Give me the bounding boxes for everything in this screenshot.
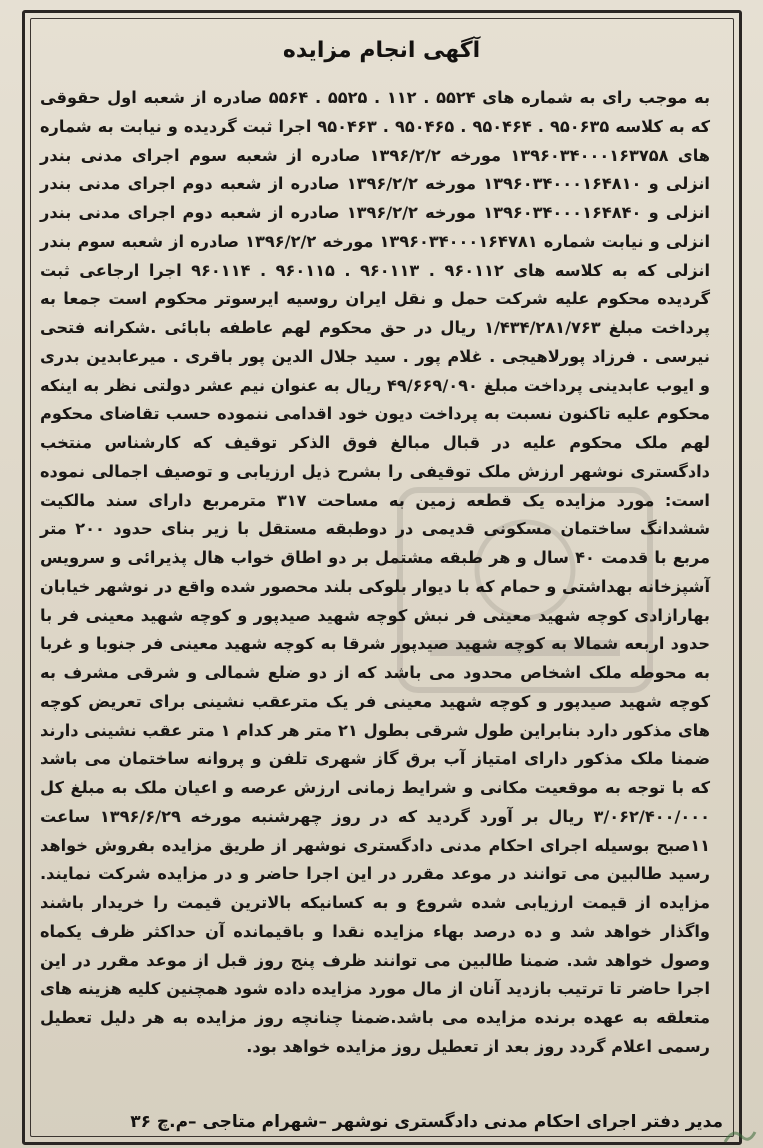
- notice-body: به موجب رای به شماره های ۵۵۲۴ . ۱۱۲ . ۵۵۲۵ . ۵۵۶۴ صادره از شعبه اول حقوقی که به کلاسه ۹۵۰۶۳۵ . ۹۵۰۴۶۴ . ۹۵۰۴۶۵ . ۹۵۰۴۶۳ اجرا ثبت گردیده و نیابت به شماره های ۱۳۹۶۰۳۴۰۰۰۱۶۳۷۵۸ مورخه ۱۳۹۶/۲/۲ صادره از شعبه سوم اجرای مدنی بندر انزلی و ۱۳۹۶۰۳۴۰۰۰۱۶۴۸۱۰ مورخه ۱۳۹۶/۲/۲ صادره از شعبه دوم اجرای مدنی بندر انزلی و ۱۳۹۶۰۳۴۰۰۰۱۶۴۸۴۰ مورخه ۱۳۹۶/۲/۲ صادره از شعبه دوم اجرای مدنی بندر انزلی و نیابت شماره ۱۳۹۶۰۳۴۰۰۰۱۶۴۷۸۱ مورخه ۱۳۹۶/۲/۲ صادره از شعبه سوم بندر انزلی که به کلاسه های ۹۶۰۱۱۲ . ۹۶۰۱۱۳ . ۹۶۰۱۱۵ . ۹۶۰۱۱۴ اجرا ارجاعی ثبت گردیده محکوم علیه شرکت حمل و نقل ایران روسیه ایرسوتر محکوم است جمعا به پرداخت مبلغ ۱/۴۳۴/۲۸۱/۷۶۳ ریال در حق محکوم لهم عاطفه بابائی .شکرانه فتحی نیرسی . فرزاد پورلاهیجی . غلام پور . سید جلال الدین پور باقری . میرعابدین بدری و ایوب عابدینی پرداخت مبلغ ۴۹/۶۶۹/۰۹۰ ریال به عنوان نیم عشر دولتی نظر به اینکه محکوم علیه تاکنون نسبت به پرداخت دیون خود اقدامی ننموده حسب تقاضای محکوم لهم ملک محکوم علیه در قبال مبالغ فوق الذکر توقیف که کارشناس منتخب دادگستری نوشهر ارزش ملک توقیفی را بشرح ذیل ارزیابی و توصیف اجمالی نموده است: مورد مزایده یک قطعه زمین به مساحت ۳۱۷ مترمربع دارای سند مالکیت ششدانگ ساختمان مسکونی قدیمی در دوطبقه مستقل با زیر بنای حدود ۲۰۰ متر مربع با قدمت ۴۰ سال و هر طبقه مشتمل بر دو اطاق خواب هال پذیرائی و سرویس آشپزخانه بهداشتی و حمام که با دیوار بلوکی بلند محصور شده واقع در نوشهر خیابان بهارازادی کوچه شهید معینی فر نبش کوچه شهید صیدپور و کوچه شهید معینی فر با حدود اربعه شمالا به کوچه شهید صیدپور شرقا به کوچه شهید معینی فر جنوبا و غربا به محوطه ملک اشخاص محدود می باشد که از دو ضلع شمالی و شرقی مشرف به کوچه شهید صیدپور و کوچه شهید معینی فر یک مترعقب نشینی برای تعریض کوچه های مذکور دارد بنابراین طول شرقی بطول ۲۱ متر هر کدام ۱ متر عقب نشینی دارند ضمنا ملک مذکور دارای امتیاز آب برق گاز شهری تلفن و پروانه ساختمان می باشد که با توجه به موقعیت مکانی و شرایط زمانی ارزش عرصه و اعیان ملک به مبلغ کل ۳/۰۶۲/۴۰۰/۰۰۰ ریال بر آورد گردید که در روز چهرشنبه مورخه ۱۳۹۶/۶/۲۹ ساعت ۱۱صبح بوسیله اجرای احکام مدنی دادگستری نوشهر از طریق مزایده بفروش خواهد رسید طالبین می توانند در موعد مقرر در این اجرا حاضر و در مزایده شرکت نمایند. مزایده از قیمت ارزیابی شده شروع و به کسانیکه بالاترین قیمت را خریدار باشند واگذار خواهد شد و ده درصد بهاء مزایده نقدا و باقیمانده آن حداکثر ظرف یکماه وصول خواهد شد. ضمنا طالبین می توانند ظرف پنج روز قبل از موعد مقرر در این اجرا حاضر تا ترتیب بازدید آنان از مال مورد مزایده داده شود همچنین کلیه هزینه های متعلقه به عهده برنده مزایده می باشد.ضمنا چنانچه روز مزایده به هر دلیل تعطیل رسمی اعلام گردد روز بعد از تعطیل روز مزایده خواهد بود.: [40, 88, 711, 1056]
- notice-title: آگهی انجام مزایده: [282, 38, 481, 63]
- corner-logo-icon: [723, 1126, 757, 1146]
- notice-signature: مدیر دفتر اجرای احکام مدنی دادگستری نوشهر –شهرام متاجی –م.چ ۳۶: [130, 1112, 723, 1132]
